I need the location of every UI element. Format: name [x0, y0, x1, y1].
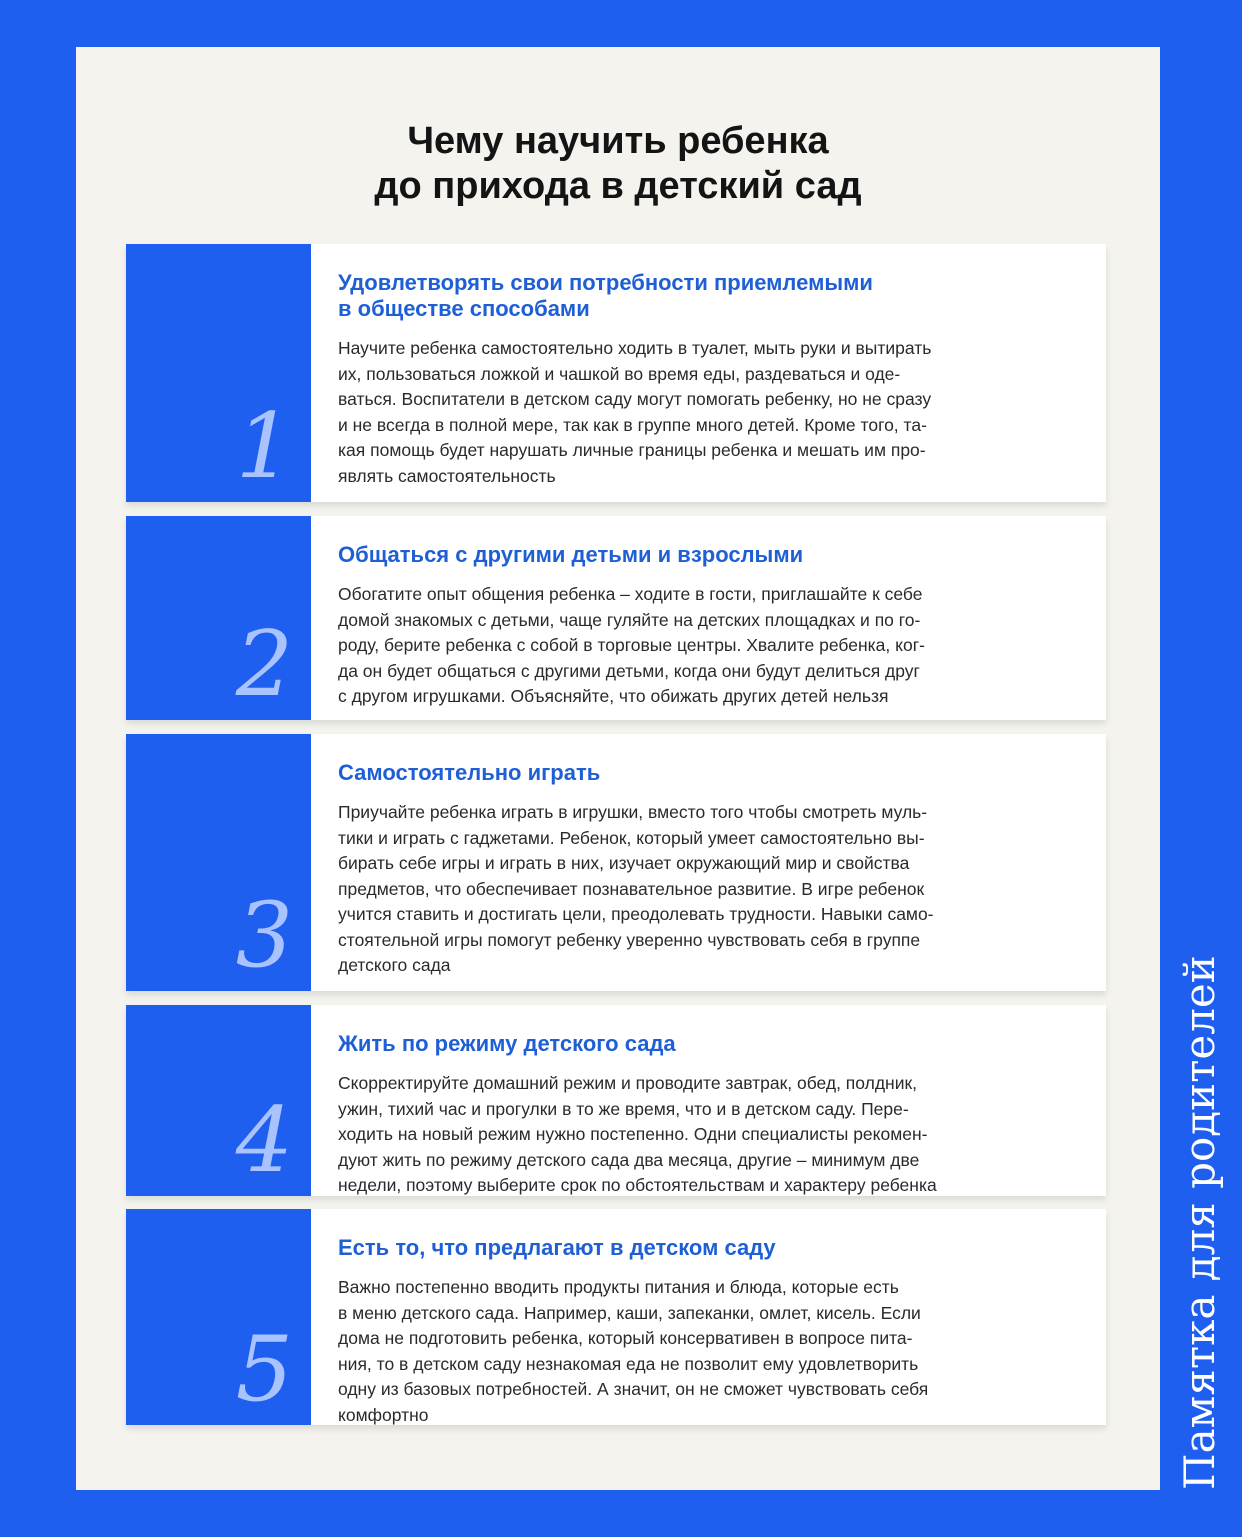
tip-number: 5 [235, 1317, 293, 1422]
page-title-line-1: Чему научить ребенка [407, 120, 829, 162]
page-title [76, 119, 1160, 209]
tip-number: 3 [235, 883, 293, 988]
tip-text: Важно постепенно вводить продукты питания и блюда, которые есть в меню детского сада. Например, каши, запеканки, омлет, кисель. Если дома не подготовить ребенка, который консервативен в вопросе пита- ния, то в детском саду незнакомая еда не позволит ему удовлетворить одну из базовых потребностей. А значит, он не сможет чувствовать себя комфортно [338, 1277, 929, 1425]
tip-heading: Есть то, что предлагают в детском саду [338, 1235, 776, 1260]
tip-text: Научите ребенка самостоятельно ходить в туалет, мыть руки и вытирать их, пользоваться ложкой и чашкой во время еды, раздеваться и оде- ваться. Воспитатели в детском саду могут помогать ребенку, но не сразу и не всегда в полной мере, так как в группе много детей. Кроме того, та- кая помощь будет нарушать личные границы ребенка и мешать им про- являть самостоятельность [338, 338, 932, 486]
tip-text: Обогатите опыт общения ребенка – ходите в гости, приглашайте к себе домой знакомых с детьми, чаще гуляйте на детских площадках и по го- роду, берите ребенка с собой в торговые центры. Хвалите ребенка, ког- да он будет общаться с другими детьми, когда они будут делиться друг с другом игрушками. Объясняйте, что обижать других детей нельзя [338, 584, 925, 706]
number-block [126, 244, 311, 502]
tip-heading: Удовлетворять свои потребности приемлемыми в обществе способами [338, 270, 873, 321]
page-title-line-2: до прихода в детский сад [374, 165, 862, 207]
tip-text: Скорректируйте домашний режим и проводите завтрак, обед, полдник, ужин, тихий час и прогулки в то же время, что и в детском саду. Пере- ходить на новый режим нужно постепенно. Одни специалисты рекомен- дуют жить по режиму детского сада два месяца, другие – минимум две недели, поэтому выберите срок по обстоятельствам и характеру ребенка [338, 1073, 937, 1195]
tip-heading: Самостоятельно играть [338, 760, 601, 785]
number-block [126, 734, 311, 991]
number-block [126, 516, 311, 720]
tip-heading: Общаться с другими детьми и взрослыми [338, 542, 804, 567]
tip-card-4 [126, 1005, 1106, 1196]
tip-number: 1 [235, 394, 293, 499]
tip-card-1 [126, 244, 1106, 502]
side-label: Памятка для родителей [1175, 955, 1224, 1490]
tip-number: 2 [235, 612, 293, 717]
tip-card-3 [126, 734, 1106, 991]
tip-card-5 [126, 1209, 1106, 1425]
tip-heading: Жить по режиму детского сада [338, 1031, 676, 1056]
number-block [126, 1005, 311, 1196]
tip-number: 4 [235, 1088, 293, 1193]
tip-text: Приучайте ребенка играть в игрушки, вместо того чтобы смотреть муль- тики и играть с гаджетами. Ребенок, который умеет самостоятельно вы- бирать себе игры и играть в них, изучает окружающий мир и свойства предметов, что обеспечивает познавательное развитие. В игре ребенок учится ставить и достигать цели, преодолевать трудности. Навыки само- стоятельной игры помогут ребенку уверенно чувствовать себя в группе детского сада [338, 802, 934, 975]
number-block [126, 1209, 311, 1425]
memo-sheet [76, 47, 1160, 1490]
tip-card-2 [126, 516, 1106, 720]
